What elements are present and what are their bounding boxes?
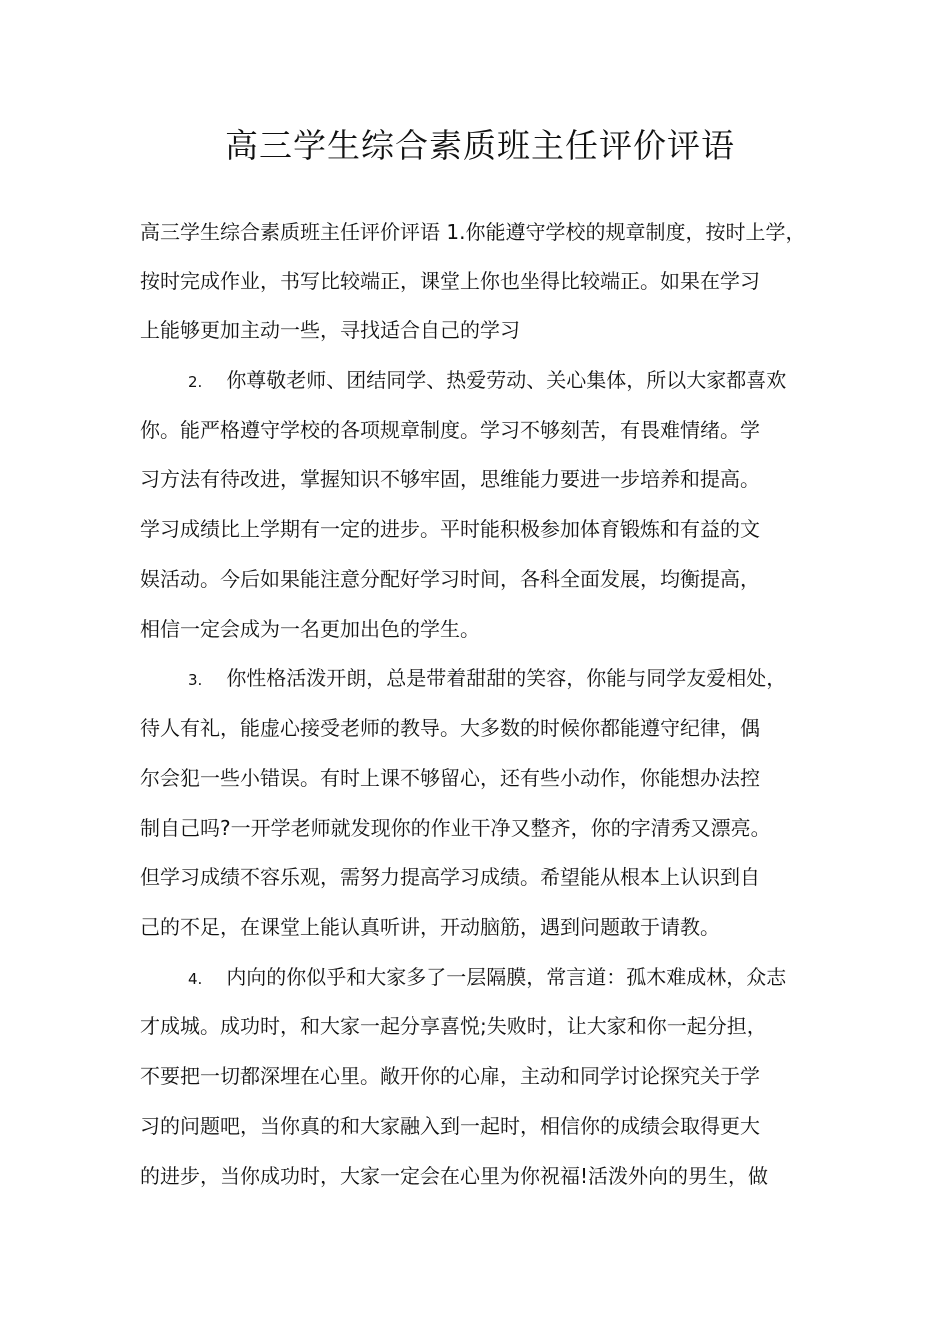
item-number: 2. xyxy=(188,373,203,391)
text-line: 制自己吗?一开学老师就发现你的作业干净又整齐，你的字清秀又漂亮。 xyxy=(140,816,771,840)
text-line: 学习成绩比上学期有一定的进步。平时能积极参加体育锻炼和有益的文 xyxy=(140,517,760,541)
text-line: 尔会犯一些小错误。有时上课不够留心，还有些小动作，你能想办法控 xyxy=(140,766,760,790)
text-line: 按时完成作业，书写比较端正，课堂上你也坐得比较端正。如果在学习 xyxy=(140,269,760,293)
text-line: 高三学生综合素质班主任评价评语 1.你能遵守学校的规章制度，按时上学， xyxy=(140,220,806,244)
text-line: 待人有礼，能虚心接受老师的教导。大多数的时候你都能遵守纪律，偶 xyxy=(140,716,760,740)
text-line: 娱活动。今后如果能注意分配好学习时间，各科全面发展，均衡提高， xyxy=(140,567,760,591)
item-number: 4. xyxy=(188,970,203,988)
text-line: 的进步，当你成功时，大家一定会在心里为你祝福!活泼外向的男生，做 xyxy=(140,1164,769,1188)
text-line: 你。能严格遵守学校的各项规章制度。学习不够刻苦，有畏难情绪。学 xyxy=(140,418,760,442)
page-title: 高三学生综合素质班主任评价评语 xyxy=(225,126,735,165)
paragraph-3-first-line xyxy=(140,663,786,695)
paragraph-2-first-line xyxy=(140,365,786,397)
text-line: 习方法有待改进，掌握知识不够牢固，思维能力要进一步培养和提高。 xyxy=(140,467,760,491)
text-line: 己的不足，在课堂上能认真听讲，开动脑筋，遇到问题敢于请教。 xyxy=(140,915,720,939)
text-line: 不要把一切都深埋在心里。敞开你的心扉，主动和同学讨论探究关于学 xyxy=(140,1064,760,1088)
text-line: 相信一定会成为一名更加出色的学生。 xyxy=(140,617,480,641)
text-line: 你尊敬老师、团结同学、热爱劳动、关心集体，所以大家都喜欢 xyxy=(226,368,787,392)
paragraph-4-first-line xyxy=(140,962,786,994)
text-line: 才成城。成功时，和大家一起分享喜悦;失败时，让大家和你一起分担， xyxy=(140,1014,767,1038)
text-line: 上能够更加主动一些，寻找适合自己的学习 xyxy=(140,318,520,342)
item-number: 3. xyxy=(188,671,203,689)
text-line: 但学习成绩不容乐观，需努力提高学习成绩。希望能从根本上认识到自 xyxy=(140,865,760,889)
text-line: 内向的你似乎和大家多了一层隔膜，常言道：孤木难成林，众志 xyxy=(226,965,787,989)
text-line: 你性格活泼开朗，总是带着甜甜的笑容，你能与同学友爱相处， xyxy=(226,666,787,690)
text-line: 习的问题吧，当你真的和大家融入到一起时，相信你的成绩会取得更大 xyxy=(140,1114,760,1138)
